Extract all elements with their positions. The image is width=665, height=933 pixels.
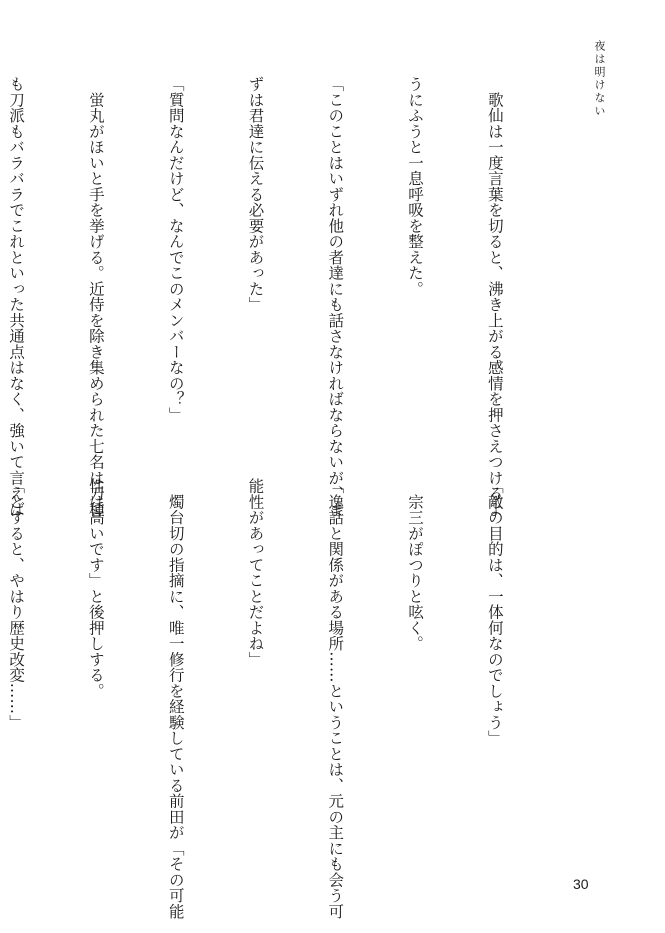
text-line: 宗三がぽつりと呟く。 <box>406 478 425 652</box>
page-number: 30 <box>573 876 589 892</box>
text-line: ずは君達に伝える必要があった」 <box>246 76 265 313</box>
text-line: 蛍丸がほいと手を挙げる。近侍を除き集められた七名は刀種 <box>86 76 105 517</box>
text-line: 燭台切の指摘に、唯一修行を経験している前田が「その可能 <box>166 478 185 919</box>
text-line: 「とすると、やはり歴史改変……」 <box>7 478 26 730</box>
text-line: 「質問なんだけど、なんでこのメンバーなの？」 <box>166 76 185 423</box>
text-line: 歌仙は一度言葉を切ると、沸き上がる感情を押さえつけるよ <box>485 76 504 517</box>
text-block-upper <box>7 76 561 517</box>
text-line: 「逸話と関係がある場所……ということは、元の主にも会う可 <box>326 478 345 919</box>
text-line: うにふうと一息呼吸を整えた。 <box>406 76 425 297</box>
text-line: 「このことはいずれ他の者達にも話さなければならないが、ま <box>326 76 345 517</box>
text-line: 能性があってことだよね」 <box>246 478 265 667</box>
text-line: も刀派もバラバラでこれといった共通点はなく、強いて言えば <box>7 76 26 517</box>
text-line: 「敵の目的は、一体何なのでしょう」 <box>485 478 504 746</box>
text-block-lower <box>7 478 561 919</box>
running-head: 夜は明けない <box>593 40 606 118</box>
text-line: 性は高いです」と後押しする。 <box>86 478 105 699</box>
